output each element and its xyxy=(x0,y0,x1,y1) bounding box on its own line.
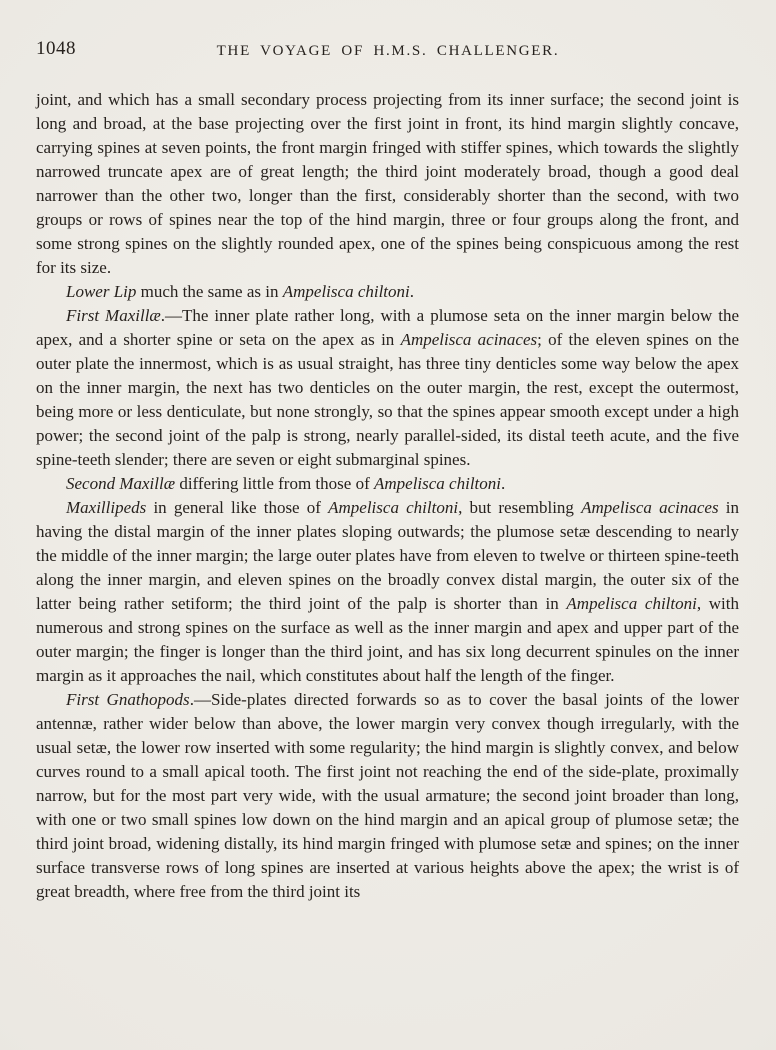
page-number: 1048 xyxy=(36,38,76,59)
italic-text-run: Ampelisca acinaces xyxy=(581,498,719,517)
text-run: much the same as in xyxy=(136,282,283,301)
paragraph xyxy=(36,88,739,280)
paragraph xyxy=(36,688,739,904)
text-run: in having the distal margin of the inner plates sloping outwards; the plumose setæ descending to nearly the middle of the inner margin; the large outer plates have from eleven to twelve or thirteen spine-teeth along the inner margin, and eleven spines on the broadly convex distal margin, the outer six of the latter being rather setiform; the third joint of the palp is shorter than in xyxy=(36,498,739,613)
text-run: .—The inner plate rather long, with a plumose seta on the inner margin below the apex, and a shorter spine or seta on the apex as in xyxy=(36,306,739,349)
text-run: .—Side-plates directed forwards so as to cover the basal joints of the lower antennæ, rather wider below than above, the lower margin very convex though irregularly, with the usual setæ, the lower row inserted with some regularity; the hind margin is slightly convex, and below curves round to a small apical tooth. The first joint not reaching the end of the side-plate, proximally narrow, but for the most part very wide, with the usual armature; the second joint broader than long, with one or two small spines low down on the hind margin and an apical group of plumose setæ; the third joint broad, widening distally, its hind margin fringed with plumose setæ and spines; on the inner surface transverse rows of long spines are inserted at various heights above the apex; the wrist is of great breadth, where free from the third joint its xyxy=(36,690,739,901)
text-run: ; of the eleven spines on the outer plate the innermost, which is as usual straight, has three tiny denticles some way below the apex on the inner margin, the next has two denticles on the outer margin, the rest, except the outermost, being more or less denticulate, but none strongly, so that the spines appear smooth except under a high power; the second joint of the palp is strong, nearly parallel-sided, its distal teeth acute, and the five spine-teeth slender; there are seven or eight submarginal spines. xyxy=(36,330,740,469)
text-run: . xyxy=(409,282,415,301)
italic-text-run: Ampelisca chiltoni xyxy=(566,594,697,613)
text-run: joint, and which has a small secondary process projecting from its inner surface; the second joint is long and broad, at the base projecting over the first joint in front, its hind margin slightly concave, carrying spines at seven points, the front margin fringed with stiffer spines, which towards the slightly narrowed truncate apex are of great length; the third joint moderately broad, though a good deal narrower than the other two, longer than the first, considerably shorter than the second, with two groups or rows of spines near the top of the hind margin, three or four groups along the front, and some strong spines on the slightly rounded apex, one of the spines being conspicuous among the rest for its size. xyxy=(36,90,739,277)
text-run: . xyxy=(501,474,506,493)
italic-text-run: Ampelisca acinaces xyxy=(400,330,538,349)
italic-text-run: Ampelisca chiltoni xyxy=(373,474,501,493)
italic-text-run: Maxillipeds xyxy=(66,498,147,517)
text-run: , with numerous and strong spines on the surface as well as the inner margin and apex and upper part of the outer margin; the finger is longer than the third joint, and has six long decurrent spinules on the inner margin as it approaches the nail, which constitutes about half the length of the finger. xyxy=(36,594,739,685)
page-header xyxy=(0,0,776,66)
text-block xyxy=(0,66,776,904)
italic-text-run: Second Maxillæ xyxy=(66,474,176,493)
paragraph xyxy=(36,280,739,304)
paragraph xyxy=(36,472,739,496)
italic-text-run: First Gnathopods xyxy=(66,690,190,709)
running-title: THE VOYAGE OF H.M.S. CHALLENGER. xyxy=(216,43,560,59)
paragraph xyxy=(36,304,739,472)
italic-text-run: First Maxillæ xyxy=(66,306,161,325)
paragraph xyxy=(36,496,739,688)
text-run: differing little from those of xyxy=(175,474,374,493)
italic-text-run: Ampelisca chiltoni xyxy=(328,498,459,517)
text-run: , but resembling xyxy=(458,498,582,517)
italic-text-run: Lower Lip xyxy=(66,282,137,301)
text-run: in general like those of xyxy=(146,498,329,517)
italic-text-run: Ampelisca chiltoni xyxy=(282,282,410,301)
